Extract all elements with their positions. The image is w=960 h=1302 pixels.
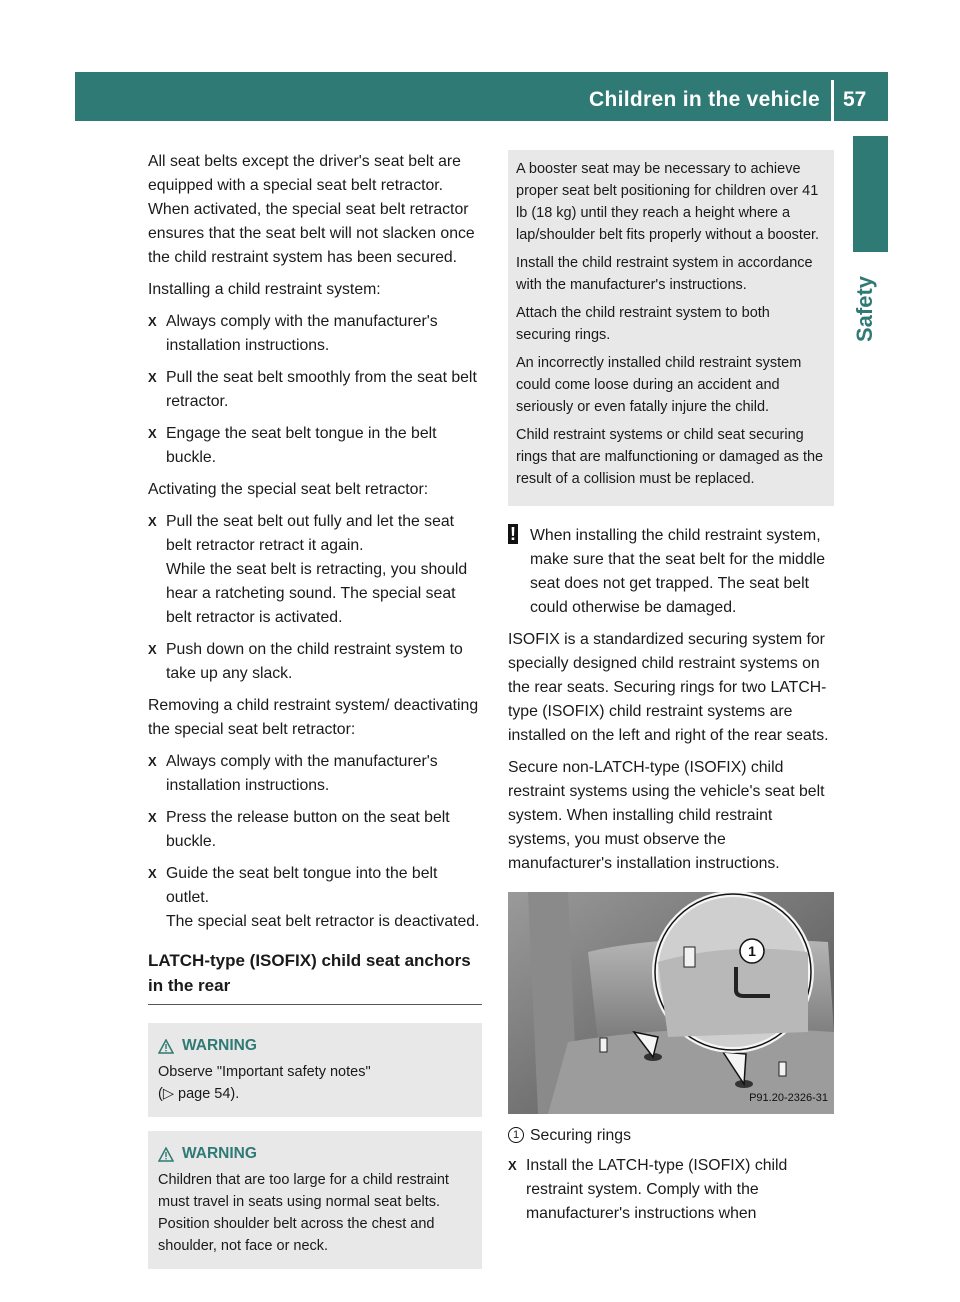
step-text: Push down on the child restraint system to take up any slack.	[166, 641, 463, 682]
warning-triangle-icon	[158, 1039, 174, 1054]
info-paragraph: Attach the child restraint system to both securing rings.	[516, 305, 770, 343]
exclamation-icon: !	[510, 524, 516, 544]
step-text: Pull the seat belt smoothly from the seat belt retractor.	[166, 369, 477, 410]
page-title: Children in the vehicle	[589, 88, 820, 111]
step-arrow-icon: X	[148, 314, 157, 329]
install-label: Installing a child restraint system:	[148, 281, 381, 298]
info-box	[508, 150, 834, 506]
page-reference-link[interactable]: (▷ page 54).	[158, 1086, 240, 1102]
step-arrow-icon: X	[148, 370, 157, 385]
step-text: Engage the seat belt tongue in the belt buckle.	[166, 425, 437, 466]
figure-callout: 1	[748, 943, 756, 959]
warning-header	[158, 1035, 472, 1057]
step-result: The special seat belt retractor is deactivated.	[166, 913, 480, 930]
intro-paragraph: All seat belts except the driver's seat belt are equipped with a special seat belt retractor. When activated, the special seat belt retractor ensures that the seat belt will not slacken once the child restraint system has been secured.	[148, 153, 475, 266]
step-arrow-icon: X	[508, 1158, 517, 1173]
header-bar	[75, 72, 888, 121]
section-tab-label: Safety	[852, 275, 877, 342]
info-paragraph: Install the child restraint system in accordance with the manufacturer's instructions.	[516, 255, 813, 293]
figure-code: P91.20-2326-31	[749, 1092, 828, 1104]
legend-text: Securing rings	[530, 1127, 631, 1144]
step-item	[148, 422, 482, 470]
step-text: Always comply with the manufacturer's installation instructions.	[166, 313, 438, 354]
warning-title: WARNING	[182, 1037, 257, 1054]
step-item	[148, 510, 482, 630]
step-item	[148, 750, 482, 798]
warning-box	[148, 1023, 482, 1117]
nonlatch-paragraph: Secure non-LATCH-type (ISOFIX) child restraint systems using the vehicle's seat belt system. When installing child restraint systems, you must observe the manufacturer's installation instructions.	[508, 759, 825, 872]
info-paragraph: A booster seat may be necessary to achieve proper seat belt positioning for children over 41 lb (18 kg) until they reach a height where a lap/shoulder belt fits properly without a booster.	[516, 161, 820, 243]
isofix-paragraph: ISOFIX is a standardized securing system for specially designed child restraint systems on the rear seats. Securing rings for two LATCH-type (ISOFIX) child restraint systems are installed on the left and right of the rear seats.	[508, 631, 829, 744]
header-divider	[831, 80, 834, 121]
step-item	[148, 862, 482, 934]
left-column	[148, 150, 482, 1269]
warning-text: Children that are too large for a child restraint must travel in seats using normal seat belts. Position shoulder belt across the chest and shoulder, not face or neck.	[158, 1172, 449, 1254]
step-item	[148, 638, 482, 686]
warning-text: Observe "Important safety notes"	[158, 1064, 371, 1080]
info-paragraph: Child restraint systems or child seat securing rings that are malfunctioning or damaged as the result of a collision must be replaced.	[516, 427, 824, 487]
right-column	[508, 150, 834, 1234]
warning-title: WARNING	[182, 1145, 257, 1162]
step-text: Pull the seat belt out fully and let the seat belt retractor retract it again.	[166, 513, 455, 554]
step-item	[508, 1154, 834, 1226]
note-text: When installing the child restraint system, make sure that the seat belt for the middle seat does not get trapped. The seat belt could otherwise be damaged.	[530, 527, 826, 616]
damage-note	[508, 524, 834, 620]
warning-header	[158, 1143, 472, 1165]
page-number: 57	[843, 88, 867, 111]
step-item	[148, 806, 482, 854]
step-arrow-icon: X	[148, 754, 157, 769]
legend-number: 1	[508, 1127, 524, 1143]
step-text: Always comply with the manufacturer's installation instructions.	[166, 753, 438, 794]
step-text: Install the LATCH-type (ISOFIX) child restraint system. Comply with the manufacturer's instructions when	[526, 1157, 788, 1222]
step-result: While the seat belt is retracting, you should hear a ratcheting sound. The special seat belt retractor is activated.	[166, 561, 468, 626]
warning-triangle-icon	[158, 1147, 174, 1162]
step-arrow-icon: X	[148, 866, 157, 881]
isofix-figure	[508, 892, 834, 1114]
section-heading: LATCH-type (ISOFIX) child seat anchors in the rear	[148, 948, 482, 1005]
figure-legend	[508, 1124, 834, 1148]
step-arrow-icon: X	[148, 514, 157, 529]
remove-label: Removing a child restraint system/ deactivating the special seat belt retractor:	[148, 697, 479, 738]
side-tab-marker	[853, 136, 888, 252]
activate-label: Activating the special seat belt retractor:	[148, 481, 429, 498]
step-arrow-icon: X	[148, 426, 157, 441]
info-paragraph: An incorrectly installed child restraint system could come loose during an accident and seriously or even fatally injure the child.	[516, 355, 802, 415]
step-text: Press the release button on the seat belt buckle.	[166, 809, 450, 850]
step-text: Guide the seat belt tongue into the belt outlet.	[166, 865, 438, 906]
seat-illustration	[508, 892, 834, 1114]
step-item	[148, 310, 482, 358]
step-item	[148, 366, 482, 414]
warning-box	[148, 1131, 482, 1269]
step-arrow-icon: X	[148, 810, 157, 825]
section-tab	[852, 276, 878, 342]
step-arrow-icon: X	[148, 642, 157, 657]
